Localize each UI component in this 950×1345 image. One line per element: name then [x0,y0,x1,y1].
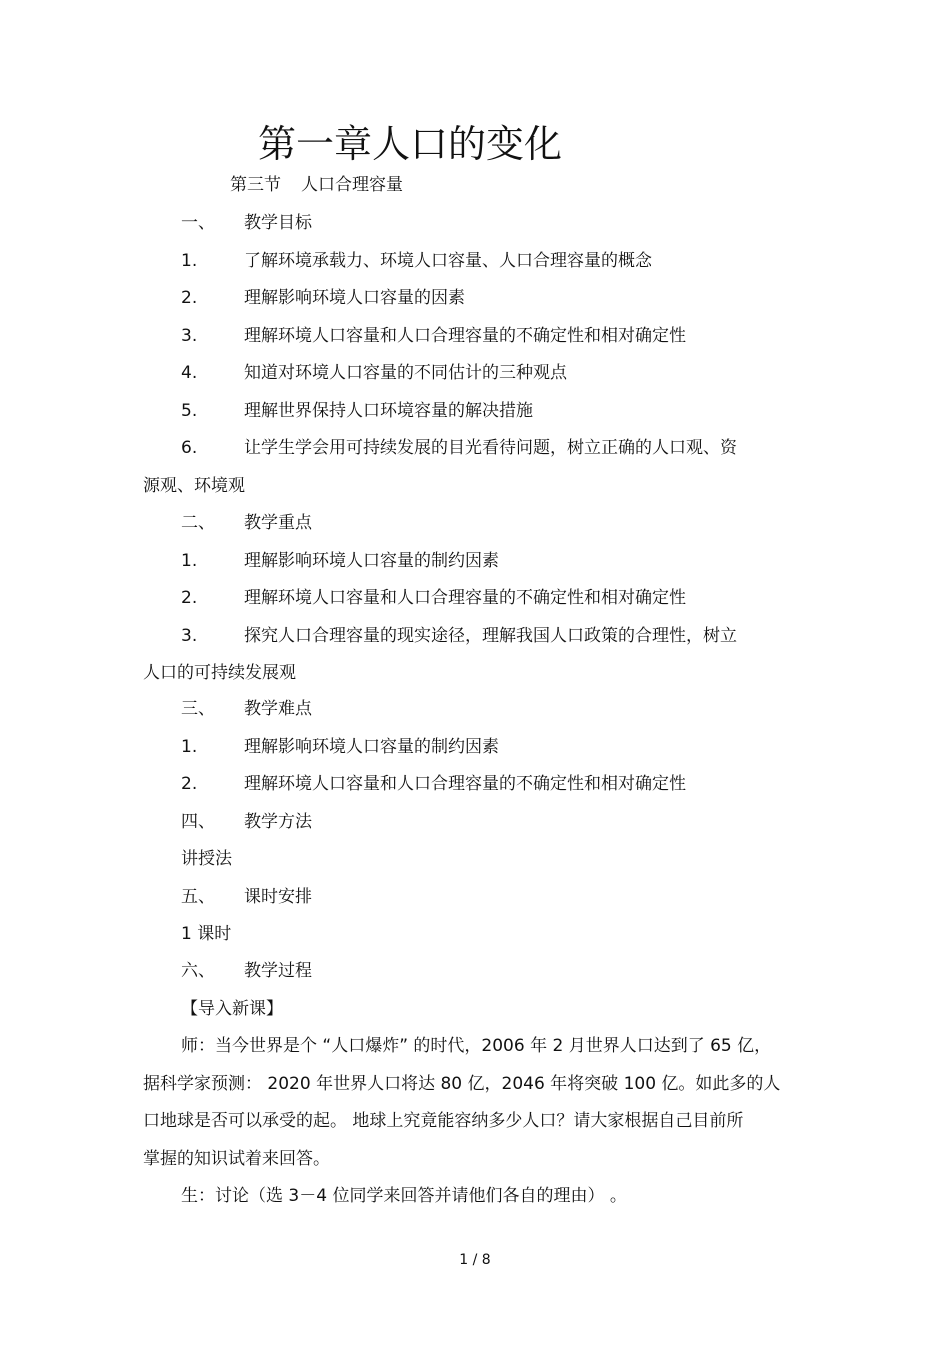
list-item: 1. 理解影响环境人口容量的制约因素 [181,737,499,757]
schedule-value: 1 课时 [181,924,232,944]
intro-label: 【导入新课】 [181,999,283,1019]
paragraph-line: 生：讨论（选 3－4 位同学来回答并请他们各自的理由） 。 [181,1186,627,1206]
section-label: 第三节 [230,175,281,195]
heading-schedule: 五、 课时安排 [181,887,312,907]
list-item: 1. 理解影响环境人口容量的制约因素 [181,551,499,571]
list-item: 2. 理解影响环境人口容量的因素 [181,288,465,308]
heading-difficulties: 三、 教学难点 [181,699,312,719]
paragraph-line: 口地球是否可以承受的起。 地球上究竟能容纳多少人口？请大家根据自己目前所 [143,1111,744,1131]
list-item-continuation: 源观、环境观 [143,476,245,496]
list-item: 2. 理解环境人口容量和人口合理容量的不确定性和相对确定性 [181,588,686,608]
list-item-continuation: 人口的可持续发展观 [143,663,296,683]
list-item: 4. 知道对环境人口容量的不同估计的三种观点 [181,363,567,383]
paragraph-line: 据科学家预测： 2020 年世界人口将达 80 亿，2046 年将突破 100 亿。如此多的人 [143,1074,781,1094]
section-name: 人口合理容量 [301,175,403,195]
paragraph-line: 师：当今世界是个 “人口爆炸” 的时代，2006 年 2 月世界人口达到了 65 亿， [181,1036,772,1056]
page-number: 1 / 8 [459,1252,491,1268]
list-item: 2. 理解环境人口容量和人口合理容量的不确定性和相对确定性 [181,774,686,794]
list-item: 3. 探究人口合理容量的现实途径，理解我国人口政策的合理性，树立 [181,626,737,646]
section-title [230,172,403,198]
heading-method: 四、 教学方法 [181,812,312,832]
heading-objectives: 一、 教学目标 [181,213,312,233]
paragraph-line: 掌握的知识试着来回答。 [143,1149,330,1169]
heading-process: 六、 教学过程 [181,961,312,981]
list-item: 5. 理解世界保持人口环境容量的解决措施 [181,401,533,421]
method-value: 讲授法 [181,849,232,869]
heading-key-points: 二、 教学重点 [181,513,312,533]
chapter-title: 第一章人口的变化 [258,122,563,166]
list-item: 3. 理解环境人口容量和人口合理容量的不确定性和相对确定性 [181,326,686,346]
list-item: 6. 让学生学会用可持续发展的目光看待问题，树立正确的人口观、资 [181,438,737,458]
list-item: 1. 了解环境承载力、环境人口容量、人口合理容量的概念 [181,251,652,271]
